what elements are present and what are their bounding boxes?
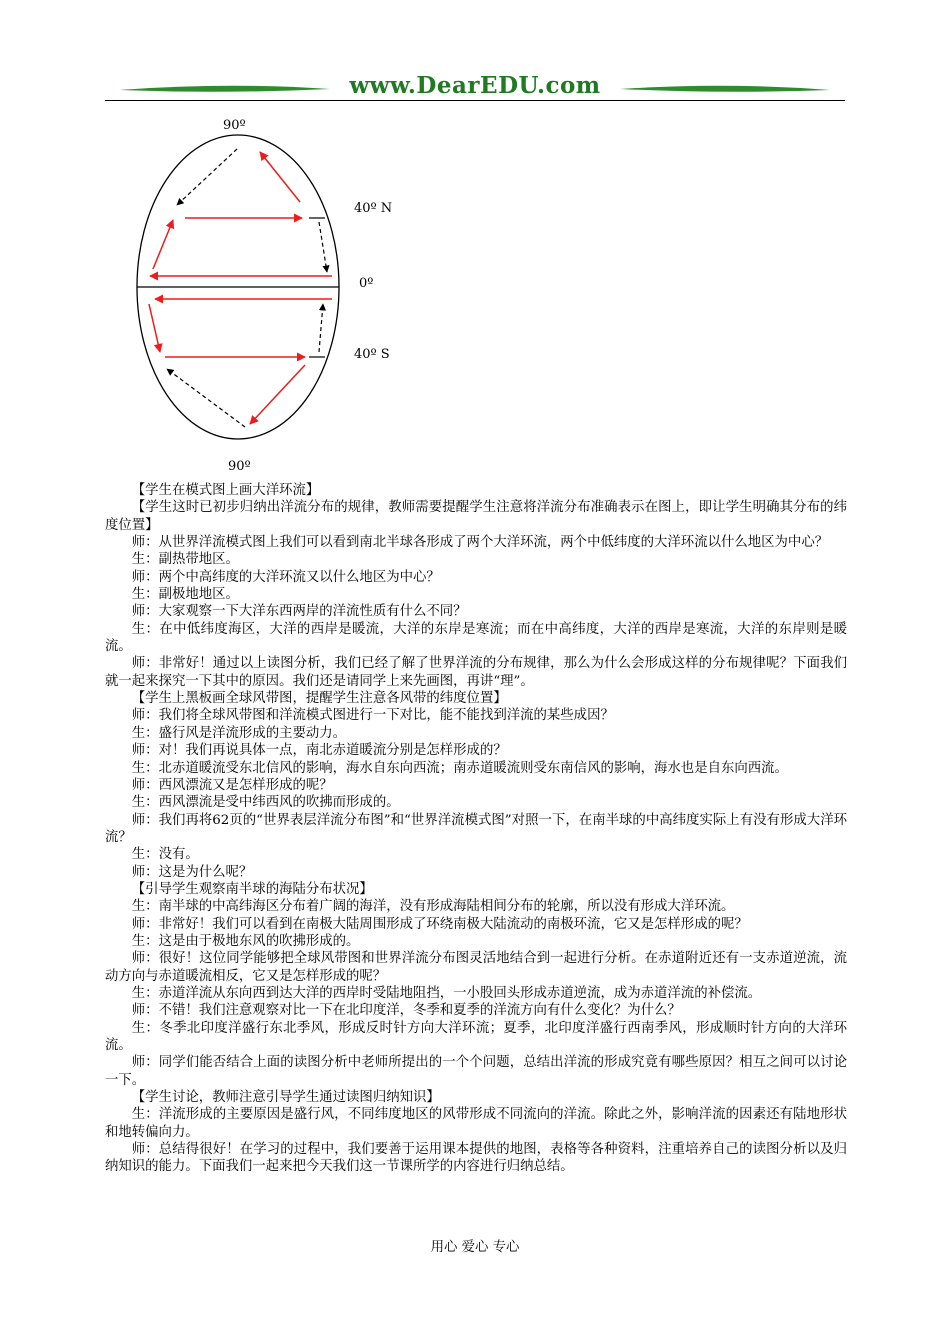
paragraph: 师：大家观察一下大洋东西两岸的洋流性质有什么不同？: [131, 604, 467, 620]
paragraph: 师：非常好！通过以上读图分析，我们已经了解了世界洋流的分布规律，那么为什么会形成这样的分布规律呢？下面我们就一起来探究一下其中的原因。我们还是请同学上来先画图，再讲“理”。: [105, 656, 847, 689]
lesson-transcript: [105, 482, 847, 1176]
paragraph: 【学生上黑板画全球风带图，提醒学生注意各风带的纬度位置】: [131, 691, 507, 707]
ocean-current-diagram: [120, 112, 420, 482]
paragraph: 生：西风漂流是受中纬西风的吹拂而形成的。: [131, 795, 400, 811]
paragraph: 【学生在模式图上画大洋环流】: [131, 483, 320, 498]
label-40-north: 40º N: [354, 201, 393, 216]
header-divider: [105, 100, 845, 101]
south-low-cold-arrow: [319, 304, 323, 352]
paragraph: 师：我们再将62页的“世界表层洋流分布图”和“世界洋流模式图”对照一下，在南半球的中高纬度实际上有没有形成大洋环流？: [105, 812, 847, 845]
paragraph: 生：副热带地区。: [131, 552, 239, 568]
paragraph: 生：副极地地区。: [131, 587, 239, 603]
south-high-cold-arrow: [167, 369, 245, 427]
ocean-current-svg: [120, 112, 420, 482]
paragraph: 师：很好！这位同学能够把全球风带图和世界洋流分布图灵活地结合到一起进行分析。在赤道附近还有一支赤道逆流，流动方向与赤道暖流相反，它又是怎样形成的呢？: [105, 951, 847, 984]
label-equator: 0º: [359, 276, 374, 291]
paragraph: 师：这是为什么呢？: [131, 864, 253, 880]
paragraph: 生：南半球的中高纬海区分布着广阔的海洋，没有形成海陆相间分布的轮廓，所以没有形成大洋环流。: [131, 899, 735, 915]
south-high-warm-arrow: [250, 365, 305, 424]
site-header: [105, 70, 845, 104]
label-south-pole: 90º: [228, 459, 251, 474]
paragraph: 【学生讨论，教师注意引导学生通过读图归纳知识】: [131, 1090, 440, 1106]
paragraph: 师：对！我们再说具体一点，南北赤道暖流分别是怎样形成的？: [131, 743, 507, 759]
page-footer: 用心 爱心 专心: [430, 1240, 520, 1255]
paragraph: 生：冬季北印度洋盛行东北季风，形成反时针方向大洋环流；夏季，北印度洋盛行西南季风，形成顺时针方向的大洋环流。: [105, 1020, 847, 1053]
paragraph: 师：西风漂流又是怎样形成的呢？: [131, 777, 333, 793]
paragraph: 【学生这时已初步归纳出洋流分布的规律，教师需要提醒学生注意将洋流分布准确表示在图上，即让学生明确其分布的纬度位置】: [105, 500, 847, 533]
north-high-warm-arrow: [260, 152, 300, 202]
paragraph: 生：北赤道暖流受东北信风的影响，海水自东向西流；南赤道暖流则受东南信风的影响，海水也是自东向西流。: [131, 760, 788, 776]
paragraph: 生：这是由于极地东风的吹拂形成的。: [131, 933, 360, 949]
paragraph: 【引导学生观察南半球的海陆分布状况】: [131, 881, 373, 897]
label-40-south: 40º S: [354, 347, 390, 362]
paragraph: 生：洋流形成的主要原因是盛行风，不同纬度地区的风带形成不同流向的洋流。除此之外，影响洋流的因素还有陆地形状和地转偏向力。: [105, 1107, 847, 1140]
north-low-warm-arrow: [153, 220, 173, 269]
paragraph: 师：同学们能否结合上面的读图分析中老师所提出的一个个问题，总结出洋流的形成究竟有哪些原因？相互之间可以讨论一下。: [105, 1055, 847, 1088]
paragraph: 生：赤道洋流从东向西到达大洋的西岸时受陆地阻挡，一小股回头形成赤道逆流，成为赤道洋流的补偿流。: [131, 985, 762, 1001]
paragraph: 师：不错！我们注意观察对比一下在北印度洋，冬季和夏季的洋流方向有什么变化？为什么？: [131, 1003, 681, 1019]
label-north-pole: 90º: [223, 118, 246, 133]
south-low-warm-arrow: [149, 304, 160, 352]
paragraph: 师：我们将全球风带图和洋流模式图进行一下对比，能不能找到洋流的某些成因？: [131, 708, 614, 724]
paragraph: 生：没有。: [131, 847, 199, 863]
north-low-cold-arrow: [319, 222, 327, 272]
paragraph: 师：两个中高纬度的大洋环流又以什么地区为中心？: [131, 569, 440, 585]
paragraph: 生：在中低纬度海区，大洋的西岸是暖流，大洋的东岸是寒流；而在中高纬度，大洋的西岸是寒流，大洋的东岸则是暖流。: [105, 621, 847, 655]
paragraph: 师：总结得很好！在学习的过程中，我们要善于运用课本提供的地图，表格等各种资料，注重培养自己的读图分析以及归纳知识的能力。下面我们一起来把今天我们这一节课所学的内容进行归纳总结。: [105, 1142, 847, 1175]
site-logo[interactable]: www.DearEDU.com: [349, 72, 601, 99]
paragraph: 师：非常好！我们可以看到在南极大陆周围形成了环绕南极大陆流动的南极环流，它又是怎样形成的呢？: [131, 916, 748, 932]
paragraph: 生：盛行风是洋流形成的主要动力。: [131, 725, 347, 741]
paragraph: 师：从世界洋流模式图上我们可以看到南北半球各形成了两个大洋环流，两个中低纬度的大洋环流以什么地区为中心？: [131, 535, 829, 551]
